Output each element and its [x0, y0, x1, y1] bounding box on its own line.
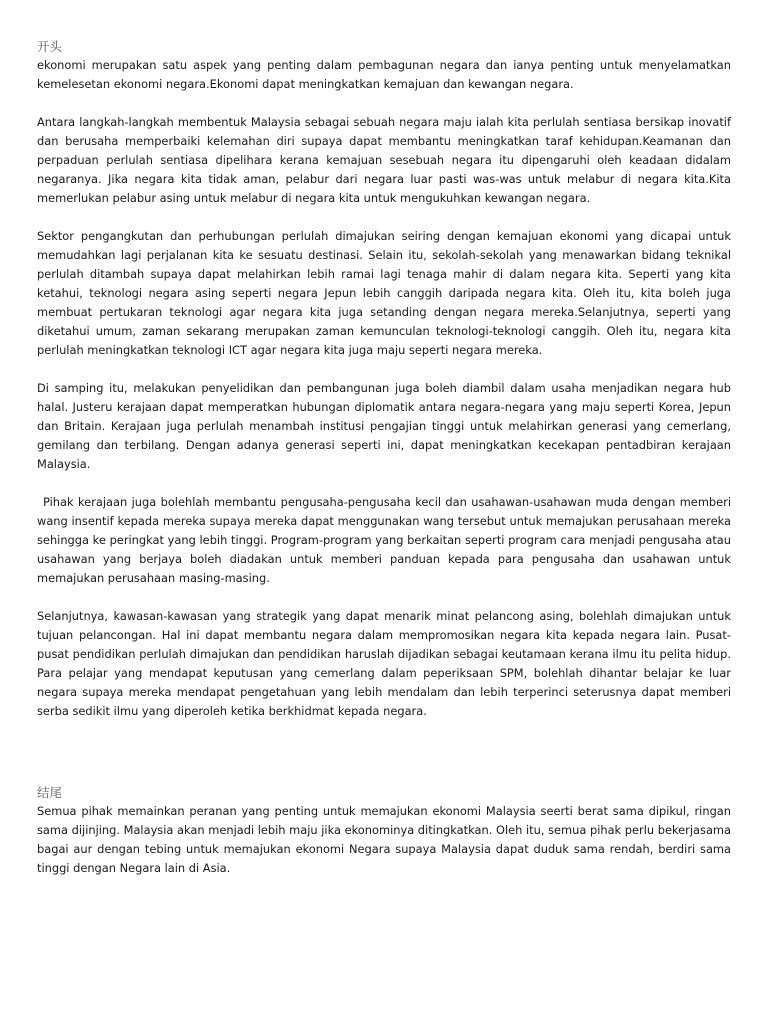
opening-paragraph-4: Di samping itu, melakukan penyelidikan dan pembangunan juga boleh diambil dalam usaha menjadikan negara hub halal. Justeru kerajaan dapat memperatkan hubungan diplomatik antara negara-negara yang maju seperti Korea, Jepun dan Britain. Kerajaan juga perlulah menambah institusi pengajian tinggi untuk melahirkan generasi yang cemerlang, gemilang dan terbilang. Dengan adanya generasi seperti ini, dapat meningkatkan kecekapan pentadbiran kerajaan Malaysia. [37, 381, 731, 471]
opening-paragraph-3: Sektor pengangkutan dan perhubungan perlulah dimajukan seiring dengan kemajuan ekonomi yang dicapai untuk memudahkan lagi perjalanan kita ke sesuatu destinasi. Selain itu, sekolah-sekolah yang menawarkan bidang teknikal perlulah ditambah supaya dapat melahirkan lebih ramai lagi tenaga mahir di dalam negara kita. Seperti yang kita ketahui, teknologi negara asing seperti negara Jepun lebih canggih daripada negara kita. Oleh itu, kita boleh juga membuat pertukaran teknologi agar negara kita juga setanding dengan negara mereka.Selanjutnya, seperti yang diketahui umum, zaman sekarang merupakan zaman kemunculan teknologi-teknologi canggih. Oleh itu, negara kita perlulah meningkatkan teknologi ICT agar negara kita juga maju seperti negara mereka. [37, 229, 731, 357]
opening-paragraph-2: Antara langkah-langkah membentuk Malaysia sebagai sebuah negara maju ialah kita perlulah sentiasa bersikap inovatif dan berusaha memperbaiki kelemahan diri supaya dapat membantu meningkatkan taraf kehidupan.Keamanan dan perpaduan perlulah sentiasa dipelihara kerana kemajuan sesebuah negara itu dipengaruhi oleh keadaan didalam negaranya. Jika negara kita tidak aman, pelabur dari negara luar pasti was-was untuk melabur di negara kita.Kita memerlukan pelabur asing untuk melabur di negara kita untuk mengukuhkan kewangan negara. [37, 115, 731, 205]
opening-paragraph-6: Selanjutnya, kawasan-kawasan yang strategik yang dapat menarik minat pelancong asing, bolehlah dimajukan untuk tujuan pelancongan. Hal ini dapat membantu negara dalam mempromosikan negara kita kepada negara lain. Pusat-pusat pendidikan perlulah dimajukan dan pendidikan haruslah dijadikan sebagai keutamaan kerana ilmu itu pelita hidup. Para pelajar yang mendapat keputusan yang cemerlang dalam peperiksaan SPM, bolehlah dihantar belajar ke luar negara supaya mereka mendapat pengetahuan yang lebih mendalam dan lebih terperinci seterusnya dapat memberi serba sedikit ilmu yang diperoleh ketika berkhidmat kepada negara. [37, 609, 731, 718]
opening-heading: 开头 [37, 39, 63, 54]
closing-heading: 结尾 [37, 785, 63, 800]
closing-paragraph: Semua pihak memainkan peranan yang penting untuk memajukan ekonomi Malaysia seerti berat sama dipikul, ringan sama dijinjing. Malaysia akan menjadi lebih maju jika ekonominya ditingkatkan. Oleh itu, semua pihak perlu bekerjasama bagai aur dengan tebing untuk memajukan ekonomi Negara supaya Malaysia dapat duduk sama rendah, berdiri sama tinggi dengan Negara lain di Asia. [37, 804, 731, 875]
opening-paragraph-1: ekonomi merupakan satu aspek yang penting dalam pembagunan negara dan ianya penting untuk menyelamatkan kemelesetan ekonomi negara.Ekonomi dapat meningkatkan kemajuan dan kewangan negara. [37, 58, 731, 91]
section-spacer [37, 740, 731, 784]
opening-paragraph-5: Pihak kerajaan juga bolehlah membantu pengusaha-pengusaha kecil dan usahawan-usahawan muda dengan memberi wang insentif kepada mereka supaya mereka dapat menggunakan wang tersebut untuk memajukan perusahaan mereka sehingga ke peringkat yang lebih tinggi. Program-program yang berkaitan seperti program cara menjadi pengusaha atau usahawan yang berjaya boleh diadakan untuk memberi panduan kepada para pengusaha dan usahawan untuk memajukan perusahaan masing-masing. [37, 495, 731, 585]
